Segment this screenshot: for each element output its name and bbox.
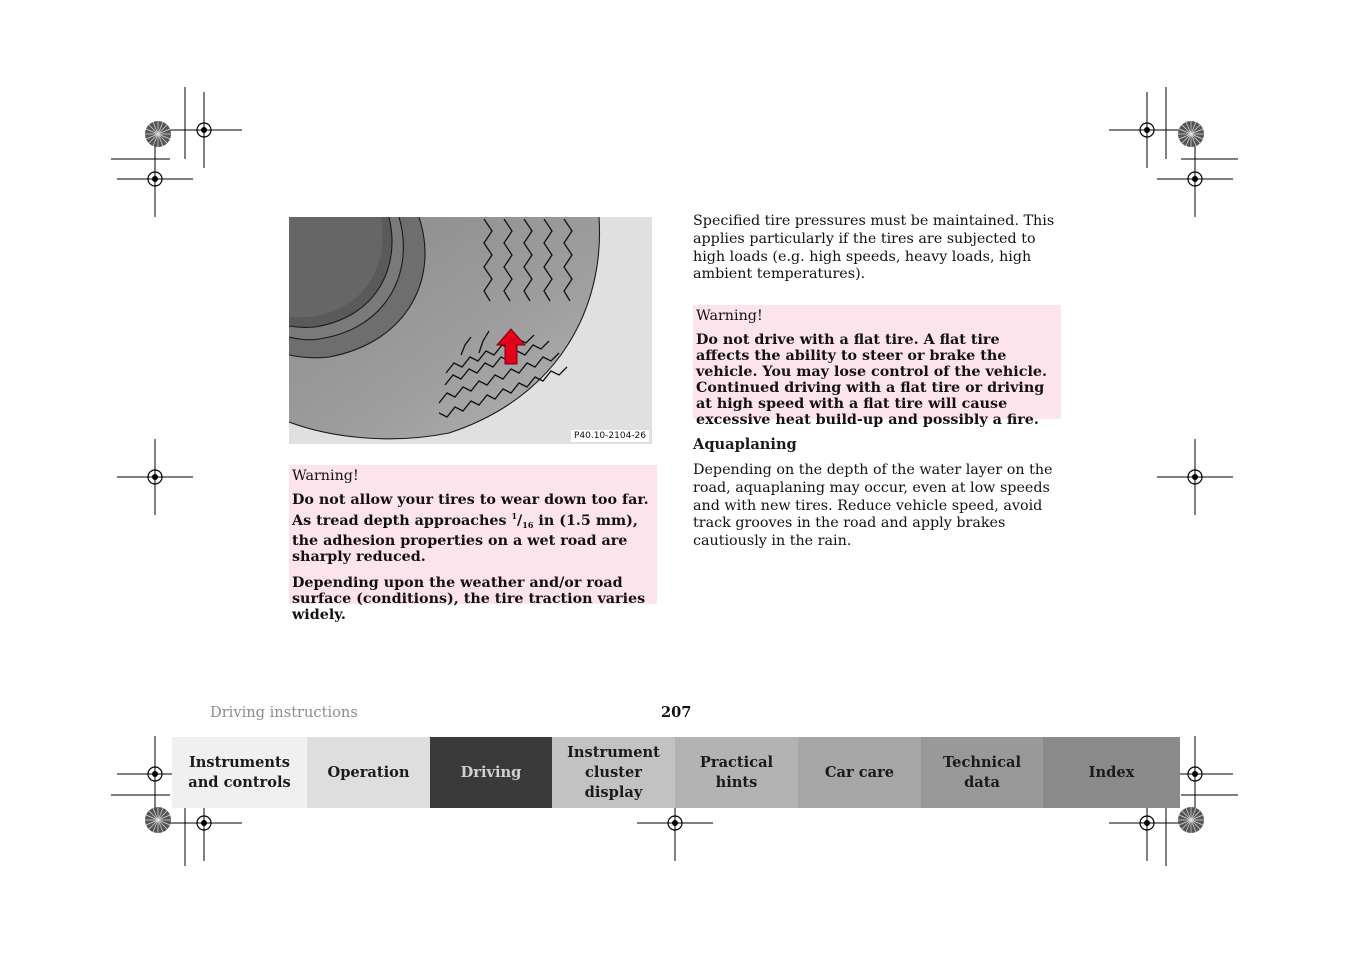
- tab-car-care[interactable]: [798, 737, 921, 808]
- chapter-tabs: [172, 737, 1180, 808]
- tab-practical-hints[interactable]: [675, 737, 798, 808]
- warning-tread-depth: [289, 465, 657, 623]
- tire-tread-figure: [289, 217, 652, 444]
- warning-flat-tire: [693, 305, 1061, 428]
- tab-index[interactable]: [1043, 737, 1180, 808]
- tread-depth-fraction: $^1/_{16}$: [511, 511, 534, 530]
- tab-label: Driving: [460, 763, 522, 781]
- tab-technical-data[interactable]: [921, 737, 1043, 808]
- warning-flat-tire-text: Do not drive with a flat tire. A flat tire affects the ability to steer or brake the vehicle. You may lose control of the vehicle. Continued driving with a flat tire or driving at high speed with a flat tire will cause excessive heat build-up and possibly a fire.: [696, 332, 1047, 428]
- section-name: Driving instructions: [210, 704, 358, 721]
- tab-label: Operation: [327, 763, 410, 781]
- page-number: 207: [661, 704, 692, 721]
- warning-tread-text: Do not allow your tires to wear down too far. As tread depth approaches $^1/_{16}$ in (1.5 mm), the adhesion properties on a wet road are sharply reduced.: [292, 492, 649, 565]
- warning-title: Warning!: [292, 468, 359, 484]
- tab-driving[interactable]: [430, 737, 552, 808]
- aquaplaning-paragraph: Depending on the depth of the water layer on the road, aquaplaning may occur, even at low speeds and with new tires. Reduce vehicle speed, avoid track grooves in the road and apply brakes cautiously in the rain.: [693, 462, 1053, 550]
- figure-code: P40.10-2104-26: [571, 430, 649, 442]
- tab-label: Car care: [824, 763, 895, 781]
- warning-traction-text: Depending upon the weather and/or road surface (conditions), the tire traction varies widely.: [292, 575, 646, 623]
- tab-label: Index: [1088, 763, 1135, 781]
- warning-title: Warning!: [696, 308, 763, 324]
- tab-operation[interactable]: [307, 737, 430, 808]
- tab-instruments-and-controls[interactable]: [172, 737, 307, 808]
- aquaplaning-heading: Aquaplaning: [693, 436, 797, 453]
- tab-label: Instrument cluster display: [567, 743, 660, 801]
- tab-label: Technical data: [942, 753, 1021, 791]
- tab-label: Practical hints: [699, 753, 774, 791]
- tire-pressure-paragraph: Specified tire pressures must be maintained. This applies particularly if the tires are subjected to high loads (e.g. high speeds, heavy loads, high ambient temperatures).: [693, 213, 1055, 283]
- tab-label: Instruments and controls: [188, 753, 291, 791]
- tire-illustration: [289, 217, 652, 444]
- tab-instrument-cluster-display[interactable]: [552, 737, 675, 808]
